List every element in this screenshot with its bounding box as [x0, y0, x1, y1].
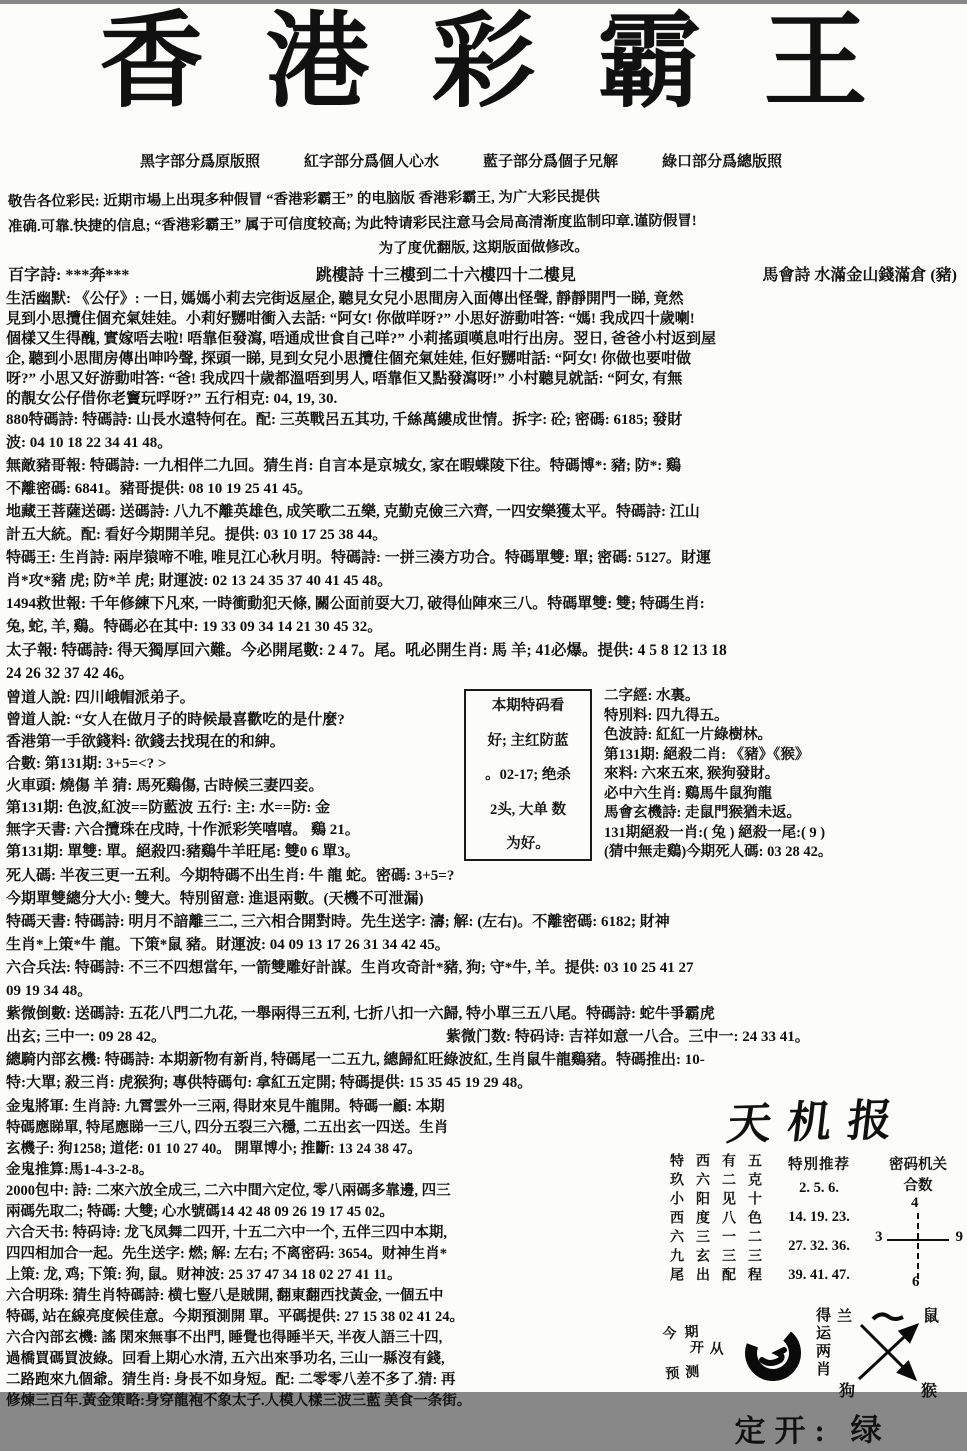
text-line: 無敵豬哥報: 特碼詩: 一九相伴二九回。猜生肖: 自言本是京城女, 家在暇蝶陵下往。特碼博*: 豬; 防*: 鷄	[6, 458, 681, 474]
recommended-numbers: 2. 5. 6.	[799, 1180, 839, 1196]
text-line: 馬會玄機詩: 走鼠門猴猶未返。	[604, 805, 801, 821]
recommended-numbers: 27. 32. 36.	[788, 1238, 850, 1254]
text-line: 見到小思攬住個充氣娃娃。小莉好嬲咁衝入去話: “阿女! 你做咩呀?” 小思好游動咁答: “媽! 我成四十歲喇!	[6, 311, 695, 327]
cross-bottom-number: 6	[912, 1274, 920, 1290]
code-subheader: 合数	[903, 1178, 933, 1194]
text-line: 兩碼先取二; 特碼: 大雙; 心水號碼14 42 48 09 26 19 17 45 02。	[6, 1204, 394, 1220]
text-line: 六合內部玄機: 謠 閑來無事不出門, 睡覺也得睡半天, 半夜人語三十四,	[6, 1330, 443, 1346]
notice-line: 敬告各位彩民: 近期市場上出現多种假冒 “香港彩霸王” 的电脑版 香港彩霸王, 为广大彩民提供	[7, 188, 600, 211]
legend-item-blue: 藍子部分爲個子兄解	[482, 154, 618, 170]
vertical-column: 西六阳度三玄出	[694, 1153, 709, 1286]
split-line	[6, 1026, 961, 1049]
text-line: 特碼王: 生肖詩: 兩岸猿啼不唯, 唯見江心秋月明。特碼詩: 一拼三湊方功合。特碼單雙: 單; 密碼: 5127。財運	[6, 550, 711, 566]
zodiac-top-right: 鼠	[922, 1308, 939, 1325]
scanned-lottery-sheet	[0, 4, 967, 1449]
text-line: 。02-17; 绝杀	[485, 767, 571, 783]
text-line: 特碼, 站在線亮度候佳意。今期預測開 單。平碼提供: 27 15 38 02 41 24。	[6, 1309, 464, 1325]
text-line: 金鬼推算:馬1-4-3-2-8。	[6, 1162, 154, 1178]
text-line: 131期絕殺一肖:( 兔 ) 絕殺一尾:( 9 )	[604, 824, 826, 841]
text-line: 好; 主红防蓝	[487, 732, 569, 749]
text-line: 生肖*上策*牛 龍。下策*鼠 豬。財運波: 04 09 13 17 26 31 34 42 45。	[6, 937, 450, 953]
code-header: 密码机关	[889, 1157, 947, 1173]
zodiac-bottom-right: 猴	[920, 1383, 937, 1400]
forecast-note	[662, 1321, 738, 1386]
text-line: 呀?” 小思又好游動咁答: “爸! 我成四十歲都溫唔到男人, 唔靠佢又點發瀉呀!” 小村聽見就話: “阿女, 有無	[6, 371, 683, 387]
tianji-grid	[664, 1153, 961, 1299]
text-line: 六合兵法: 特碼詩: 不三不四想當年, 一箭雙雕好計謀。生肖攻奇計*豬, 狗; 守*牛, 羊。提供: 03 10 25 41 27	[6, 960, 694, 976]
text-line: 09 19 34 48。	[6, 983, 93, 999]
text-line: 來料: 六來五來, 猴狗發財。	[604, 766, 780, 782]
text-line: 2头, 大单 数	[489, 801, 567, 818]
text-line: 地藏王菩薩送碼: 送碼詩: 八九不離英雄色, 成笑歌二五樂, 克勤克儉三六齊, 一四安樂獲太平。特碼詩: 江山	[6, 504, 700, 520]
text-line: 880特碼詩: 特碼詩: 山長水遠特何在。配: 三英戰呂五其功, 千絲萬縷成世情。拆字: 砼; 密碼: 6185; 發財	[6, 412, 683, 428]
recommended-numbers: 14. 19. 23.	[788, 1209, 850, 1225]
text-line: 兔, 蛇, 羊, 鷄。特碼必在其中: 19 33 09 34 14 21 30 45 32。	[6, 619, 383, 635]
cross-right-number: 9	[955, 1229, 963, 1245]
notice-line: 准确.可靠.快捷的信息; “香港彩霸王” 属于可信度较高; 为此特请彩民注意马会局高清渐度监制印章.谨防假冒!	[7, 213, 697, 236]
vertical-verse-columns	[664, 1153, 763, 1299]
text-line: 二路跑來九個爺。猜生肖: 身長不如身短。配: 二零零八差不多了.猜: 再	[6, 1372, 456, 1388]
anti-counterfeit-notice	[0, 182, 967, 265]
verdict-open-green: 定开: 绿	[734, 1412, 891, 1449]
text-line: 特碼天書: 特碼詩: 明月不諳離三二, 三六相合開對時。先生送字: 濤; 解: (左右)。不離密碼: 6182; 財神	[6, 914, 670, 930]
lucky-pair-label: 得运两肖	[814, 1307, 830, 1379]
code-cross-diagram	[875, 1195, 963, 1290]
text-line: 企, 聽到小思間房傳出呻吟聲, 探頭一睇, 見到女兒小思攬住個充氣娃娃, 佢好嬲咁話: “阿女! 你做也要咁做	[6, 351, 691, 367]
masthead	[0, 4, 967, 150]
text-line: 必中六生肖: 鷄馬牛鼠狗龍	[604, 785, 772, 802]
recommended-numbers: 39. 41. 47.	[788, 1267, 850, 1283]
text-line: 第131期: 色波,紅波==防藍波 五行: 主: 水==防: 金	[6, 800, 331, 816]
notice-line: 为了度优翻版, 这期版面做修改。	[378, 239, 589, 257]
text-line: 總騎内部玄機: 特碼詩: 本期新物有新肖, 特碼尾一二五九, 總歸紅旺綠波紅, 生肖鼠牛龍鷄豬。特碼推出: 10-	[6, 1052, 705, 1068]
text-line: 为好。	[506, 836, 550, 852]
text-line: 的靚女公仔借你老竇玩哹呀?” 五行相克: 04, 19, 30.	[6, 391, 338, 407]
color-legend	[0, 150, 967, 174]
text-line: 無字天書: 六合攬珠在戌時, 十作派彩笑嘻嘻。 鷄 21。	[6, 822, 360, 838]
text-line: 色波詩: 紅紅一片綠樹林。	[604, 727, 772, 743]
text-line: 香港第一手欲錢料: 欲錢去找現在的和紳。	[6, 734, 285, 750]
zone-right-column	[600, 687, 961, 863]
text-line: 出玄; 三中一: 09 28 42。	[6, 1029, 166, 1045]
special-recommendation	[773, 1153, 865, 1299]
tianji-title: 天机报	[724, 1095, 911, 1150]
bottom-left-column	[6, 1097, 658, 1450]
legend-item-black: 黑字部分爲原版照	[140, 154, 261, 170]
humor-paragraph	[0, 289, 967, 409]
text-line: 不離密碼: 6841。豬哥提供: 08 10 19 25 41 45。	[6, 481, 313, 497]
text-line: 特:大單; 殺三肖: 虎猴狗; 專供特碼句: 拿紅五定開; 特碼提供: 15 35 45 19 29 48。	[6, 1075, 533, 1091]
jumping-building-poem: 跳樓詩 十三樓到二十六樓四十二樓見	[315, 267, 576, 284]
masthead-title: 香港彩霸王	[99, 5, 930, 120]
text-line: 今期單雙總分大小: 雙大。特別留意: 進退兩數。(天機不可泄漏)	[6, 891, 424, 907]
poems-row	[0, 261, 967, 289]
secret-code-section	[875, 1153, 961, 1299]
text-line: 六合明珠: 猜生肖特碼詩: 横七豎八是賊開, 翻東翻西找黃金, 一個五中	[6, 1288, 444, 1304]
legend-item-red: 紅字部分爲個人心水	[303, 154, 439, 170]
text-line: 2000包中: 詩: 二來六放全成三, 二六中間六定位, 零八兩碼多靠邊, 四三	[6, 1183, 451, 1199]
text-line: 紫微门数: 特码诗: 吉祥如意一八合。三中一: 24 33 41。	[446, 1029, 810, 1045]
vertical-column: 特玖小西六九尾	[668, 1153, 683, 1286]
text-line: 個樣又生得醜, 實嫁唔去啦! 唔靠佢發瀉, 唔通成世食自己咩?” 小莉搖頭嘆息咁行出房。翌日, 爸爸小村返到屋	[6, 331, 716, 347]
cross-vertical-line	[917, 1213, 919, 1279]
handwritten-scribble	[873, 1314, 903, 1319]
text-line: 上策: 龙, 鸡; 下策: 狗, 鼠。财神波: 25 37 47 34 18 02 27 41 11。	[6, 1267, 402, 1283]
text-line: 1494救世報: 千年修練下凡來, 一時衝動犯天條, 關公面前耍大刀, 破得仙陣來三八。特碼單雙: 雙; 特碼生肖:	[6, 596, 705, 612]
zodiac-bottom-left: 狗	[839, 1383, 856, 1400]
forecast-text: 预测	[664, 1364, 706, 1383]
text-line: 波: 04 10 18 22 34 41 48。	[6, 435, 173, 451]
text-line: 修煉三百年.黃金策略:身穿龍袍不象太子.人模人樣三波三藍 美食一条街。	[6, 1393, 472, 1409]
text-line: 24 26 32 37 42 46。	[6, 665, 134, 682]
recommendation-header: 特別推荐	[788, 1157, 850, 1173]
three-column-zone	[0, 685, 967, 863]
text-line: 合數: 第131期: 3+5=<? >	[6, 756, 167, 772]
vertical-column: 有二见八一三配	[720, 1153, 735, 1286]
mid-lines-block	[0, 863, 967, 1095]
text-line: 紫微倒數: 送碼詩: 五花八門二九花, 一舉兩得三五利, 七折八扣一六歸, 特小單三五八尾。特碼詩: 蛇牛爭霸虎	[6, 1006, 715, 1022]
text-line: 二字經: 水裏。	[604, 688, 700, 704]
text-line: 金鬼將軍: 生肖詩: 九霄雲外一三兩, 得財來見牛龍開。特碼一顧: 本期	[6, 1099, 445, 1115]
text-line: 玄機子: 狗1258; 道佬: 01 10 27 40。 開單博小; 推斷: 13 24 38 47。	[6, 1141, 422, 1157]
zodiac-top-left: 兰	[837, 1309, 853, 1325]
zone-left-column	[6, 687, 458, 863]
legend-item-green: 綠口部分爲總版照	[661, 154, 782, 170]
zodiac-cross-arrows	[835, 1307, 939, 1399]
text-line: 曾道人說: “女人在做月子的時候最喜歡吃的是什麼?	[6, 712, 345, 728]
text-line: (猜中無走鷄)今期死人碼: 03 28 42。	[604, 844, 833, 860]
text-line: 太子報: 特碼詩: 得天獨厚回六難。今必開尾數: 2 4 7。尾。吼必開生肖: 馬 羊; 41必爆。提供: 4 5 8 12 13 18	[6, 642, 727, 659]
text-line: 四四相加合一起。先生送字: 燃; 解: 左右; 不离密码: 3654。财神生肖*	[6, 1246, 448, 1262]
special-code-box	[464, 689, 592, 861]
lucky-zodiac-row	[664, 1305, 961, 1401]
tips-block	[0, 409, 967, 685]
text-line: 本期特码看	[491, 698, 565, 714]
vertical-column: 五克十色二三程	[746, 1153, 761, 1286]
text-line: 生活幽默: 《公仔》: 一日, 媽媽小莉去完街返屋企, 聽見女兒小思間房入面傳出怪聲, 靜靜開門一睇, 竟然	[6, 291, 684, 307]
tianji-report-panel	[658, 1097, 961, 1450]
text-line: 特別料: 四九得五。	[604, 707, 729, 724]
jockey-club-poem: 馬會詩 水滿金山錢滿倉 (豬)	[762, 267, 957, 284]
hundred-word-poem: 百字詩: ***奔***	[8, 267, 130, 284]
text-line: 第131期: 單雙: 單。絕殺四:豬鷄牛羊旺尾: 雙0 6 單3。	[6, 844, 360, 860]
text-line: 死人碼: 半夜三更一五利。今期特碼不出生肖: 牛 龍 蛇。密碼: 3+5=?	[6, 868, 455, 884]
cross-top-number: 4	[911, 1195, 919, 1211]
text-line: 肖*攻*豬 虎; 防*羊 虎; 財運波: 02 13 24 35 37 40 41 45 48。	[6, 573, 393, 589]
text-line: 計五大統。配: 看好今期開羊兒。提供: 03 10 17 25 38 44。	[6, 527, 388, 543]
text-line: 六合天书: 特码诗: 龙飞凤舞二四开, 十五二六中一个, 五伴三四中本期,	[6, 1225, 448, 1241]
seal-stamp-icon	[740, 1320, 806, 1386]
text-line: 第131期: 絕殺二肖: 《豬》《猴》	[604, 746, 810, 763]
bottom-zone	[0, 1095, 967, 1450]
forecast-text: 开从	[689, 1340, 731, 1359]
text-line: 火車頭: 燒傷 羊 猜: 馬死鷄傷, 古時候三妻四妾。	[6, 778, 324, 794]
forecast-text: 今期	[662, 1324, 708, 1343]
cross-left-number: 3	[875, 1229, 883, 1245]
text-line: 過橋買碼買波綠。回看上期心水清, 五六出來爭功名, 三山一縣沒有錢,	[6, 1351, 445, 1367]
text-line: 特碼應睇單, 特尾應睇一三八, 四分五裂三六穩, 二五出玄一四送。生肖	[6, 1120, 449, 1136]
text-line: 曾道人說: 四川峨帽派弟子。	[6, 690, 195, 706]
